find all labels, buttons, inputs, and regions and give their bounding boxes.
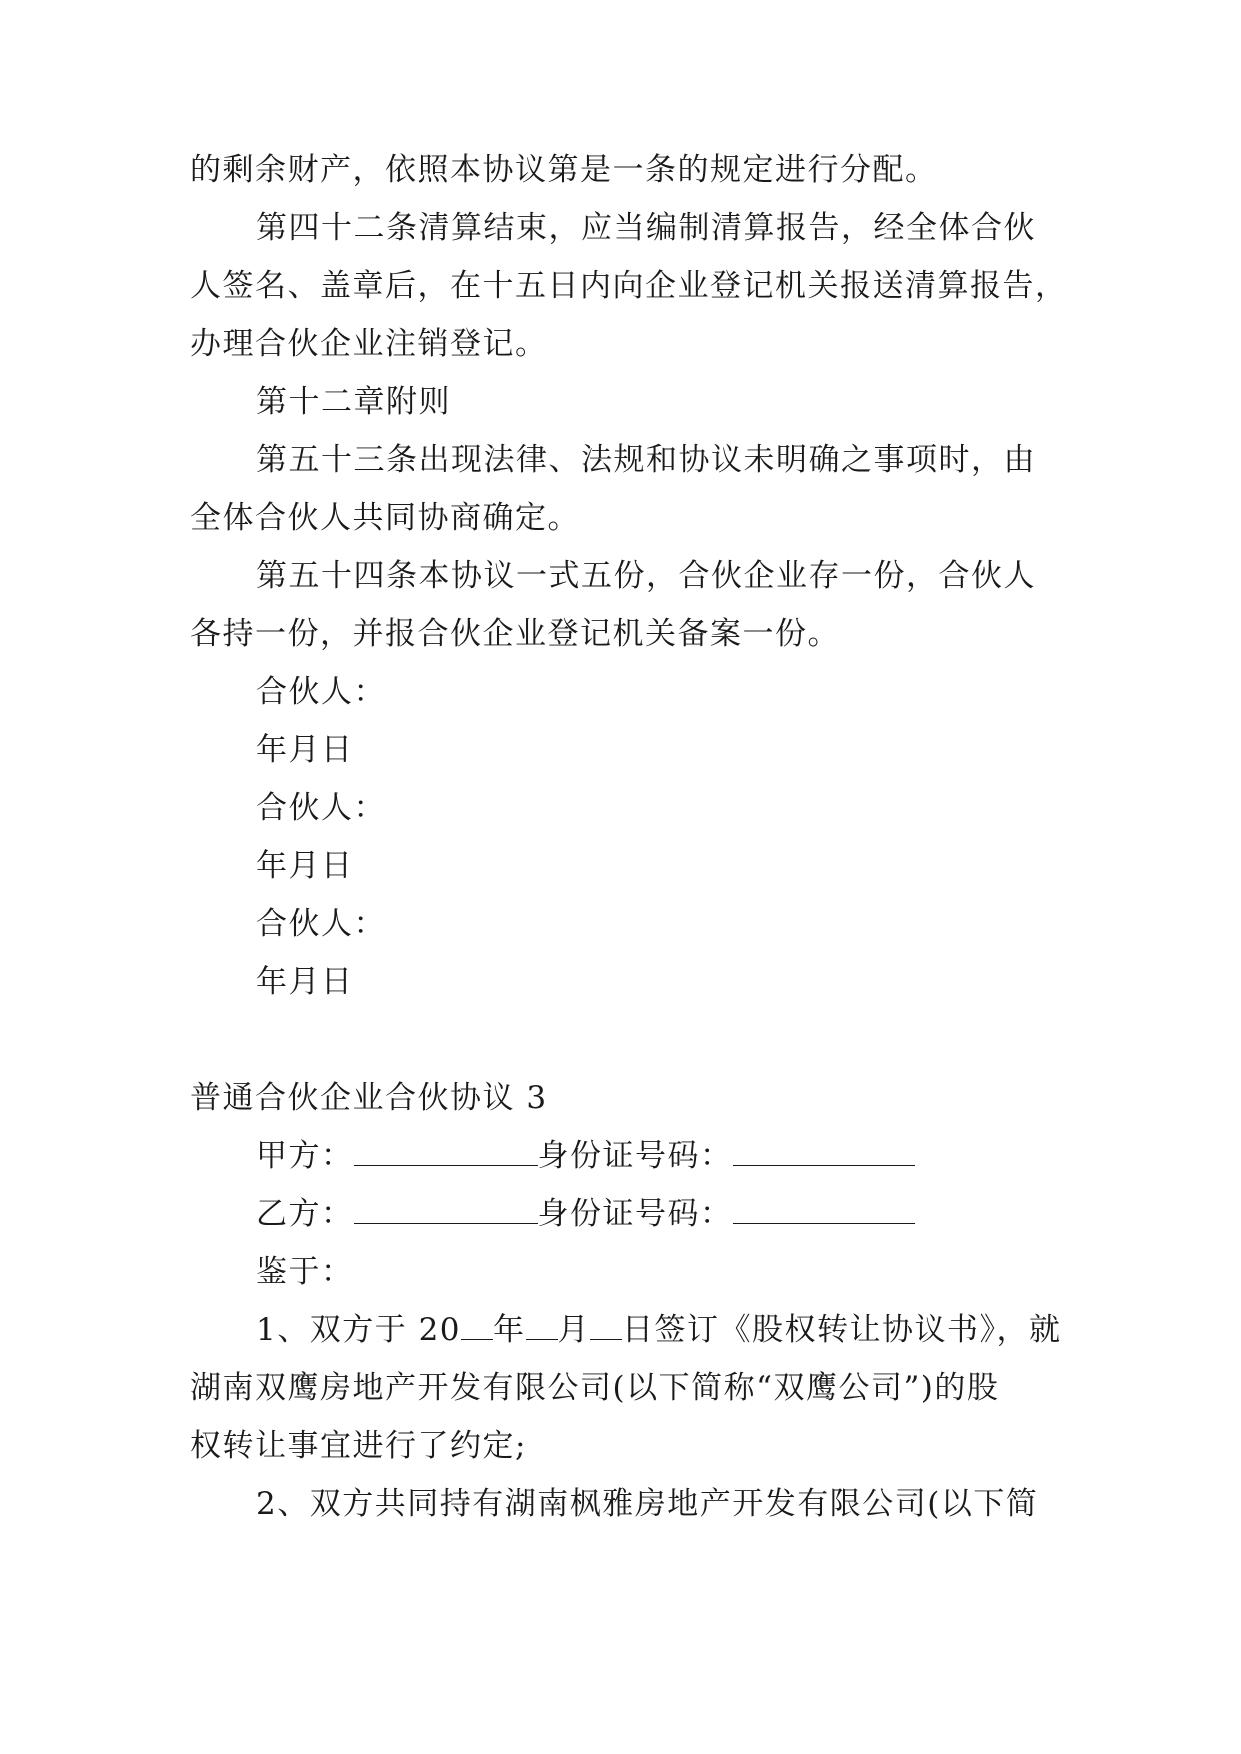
paragraph-line: 的剩余财产，依照本协议第是一条的规定进行分配。 <box>190 152 938 188</box>
year-label: 年 <box>493 1312 526 1348</box>
party-b-line <box>256 1194 915 1234</box>
article-42-line-1: 第四十二条清算结束，应当编制清算报告，经全体合伙 <box>256 210 1036 246</box>
article-42-line-3: 办理合伙企业注销登记。 <box>190 326 548 362</box>
recital-1-line-2: 湖南双鹰房地产开发有限公司(以下简称“双鹰公司”)的股 <box>190 1370 1000 1406</box>
recital-1-suffix: 日签订《股权转让协议书》，就 <box>622 1312 1062 1348</box>
signature-partner-label: 合伙人： <box>256 790 386 826</box>
recital-1-line-3: 权转让事宜进行了约定; <box>190 1428 527 1464</box>
party-b-name-blank <box>354 1197 538 1224</box>
whereas-label: 鉴于： <box>256 1254 354 1290</box>
year-blank <box>461 1313 493 1340</box>
party-a-id-blank <box>733 1139 915 1166</box>
article-42-line-2: 人签名、盖章后，在十五日内向企业登记机关报送清算报告， <box>190 268 1068 304</box>
chapter-heading: 第十二章附则 <box>256 384 451 420</box>
signature-date-label: 年月日 <box>256 732 354 768</box>
article-53-line-1: 第五十三条出现法律、法规和协议未明确之事项时，由 <box>256 442 1036 478</box>
id-number-label: 身份证号码： <box>537 1138 733 1174</box>
party-a-line <box>256 1136 915 1176</box>
section-title: 普通合伙企业合伙协议 3 <box>190 1080 548 1116</box>
recital-2-line-1: 2、双方共同持有湖南枫雅房地产开发有限公司(以下简 <box>256 1486 1039 1522</box>
signature-partner-label: 合伙人： <box>256 906 386 942</box>
article-53-line-2: 全体合伙人共同协商确定。 <box>190 500 580 536</box>
party-b-id-blank <box>733 1197 915 1224</box>
party-a-name-blank <box>354 1139 538 1166</box>
party-b-label: 乙方： <box>256 1196 354 1232</box>
recital-1-line-1 <box>256 1310 1062 1350</box>
month-blank <box>526 1313 558 1340</box>
recital-1-prefix: 1、双方于 20 <box>256 1312 462 1348</box>
month-label: 月 <box>557 1312 591 1348</box>
signature-date-label: 年月日 <box>256 848 354 884</box>
signature-partner-label: 合伙人： <box>256 674 386 710</box>
article-54-line-2: 各持一份，并报合伙企业登记机关备案一份。 <box>190 616 840 652</box>
signature-date-label: 年月日 <box>256 964 354 1000</box>
day-blank <box>590 1313 622 1340</box>
id-number-label: 身份证号码： <box>537 1196 733 1232</box>
article-54-line-1: 第五十四条本协议一式五份，合伙企业存一份，合伙人 <box>256 558 1036 594</box>
party-a-label: 甲方： <box>256 1138 354 1174</box>
